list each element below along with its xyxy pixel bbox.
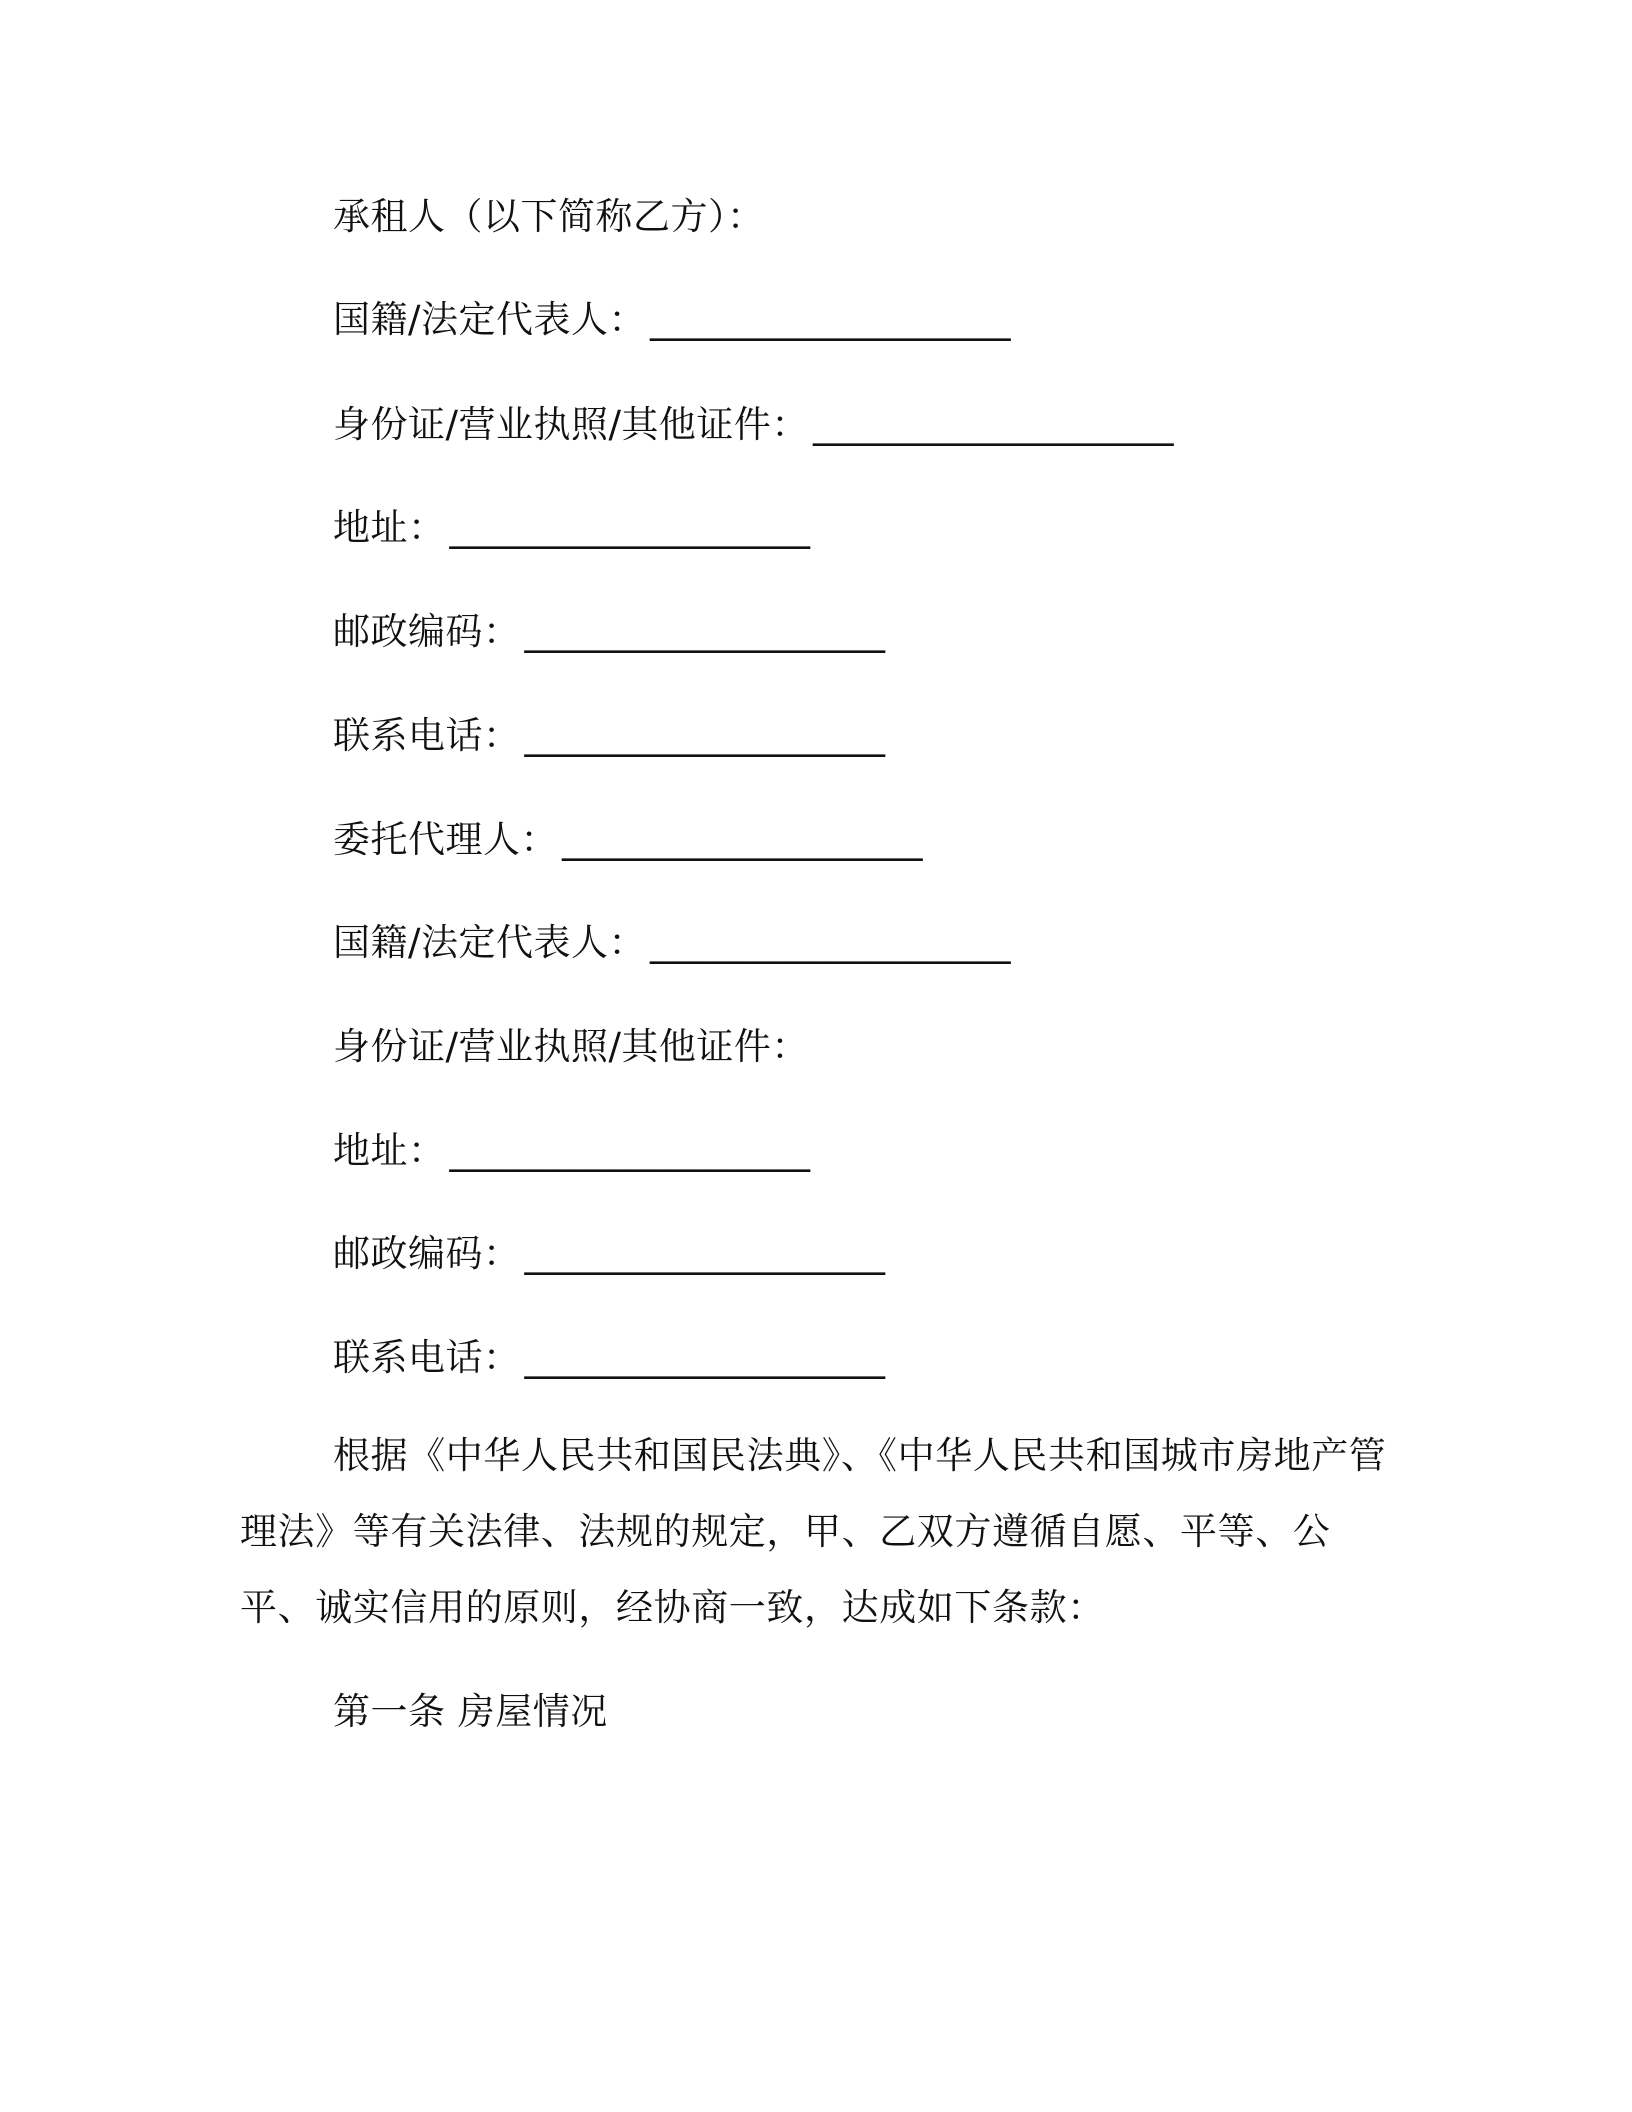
blank-line: ___________________ <box>449 1129 811 1172</box>
field-label: 地址： <box>333 1129 446 1172</box>
blank-line: ___________________ <box>649 921 1011 964</box>
lessee-phone-field <box>333 711 886 761</box>
agent-address-field <box>333 1126 811 1176</box>
field-label: 联系电话： <box>333 714 521 757</box>
blank-line: ___________________ <box>524 610 886 653</box>
field-label: 邮政编码： <box>333 610 521 653</box>
field-label: 身份证/营业执照/其他证件： <box>333 1025 809 1068</box>
field-label: 委托代理人： <box>333 818 558 861</box>
lessee-id-field <box>333 400 1174 450</box>
field-label: 国籍/法定代表人： <box>333 298 646 341</box>
lessee-address-field <box>333 503 811 553</box>
blank-line: ___________________ <box>524 714 886 757</box>
blank-line: ___________________ <box>812 403 1174 446</box>
article-one-heading: 第一条 房屋情况 <box>333 1690 608 1733</box>
field-label: 邮政编码： <box>333 1232 521 1275</box>
lessee-postcode-field <box>333 607 886 657</box>
field-label: 国籍/法定代表人： <box>333 921 646 964</box>
blank-line: ___________________ <box>524 1336 886 1379</box>
field-label: 地址： <box>333 506 446 549</box>
lessee-nationality-field <box>333 295 1011 345</box>
legal-basis-paragraph: 根据《中华人民共和国民法典》、《中华人民共和国城市房地产管理法》等有关法律、法规的规定，甲、乙双方遵循自愿、平等、公平、诚实信用的原则，经协商一致，达成如下条款： <box>240 1434 1387 1629</box>
blank-line: ___________________ <box>562 818 923 861</box>
agent-field <box>333 815 923 865</box>
field-label: 身份证/营业执照/其他证件： <box>333 403 809 446</box>
agent-nationality-field <box>333 918 1011 968</box>
blank-line: ___________________ <box>649 298 1011 341</box>
agent-id-field <box>333 1022 813 1072</box>
agent-phone-field <box>333 1333 886 1383</box>
agent-postcode-field <box>333 1229 886 1279</box>
lessee-heading <box>333 192 769 242</box>
field-label: 联系电话： <box>333 1336 521 1379</box>
blank-line: ___________________ <box>524 1232 886 1275</box>
blank-line: ___________________ <box>449 506 811 549</box>
field-label: 承租人（以下简称乙方）： <box>333 195 765 238</box>
